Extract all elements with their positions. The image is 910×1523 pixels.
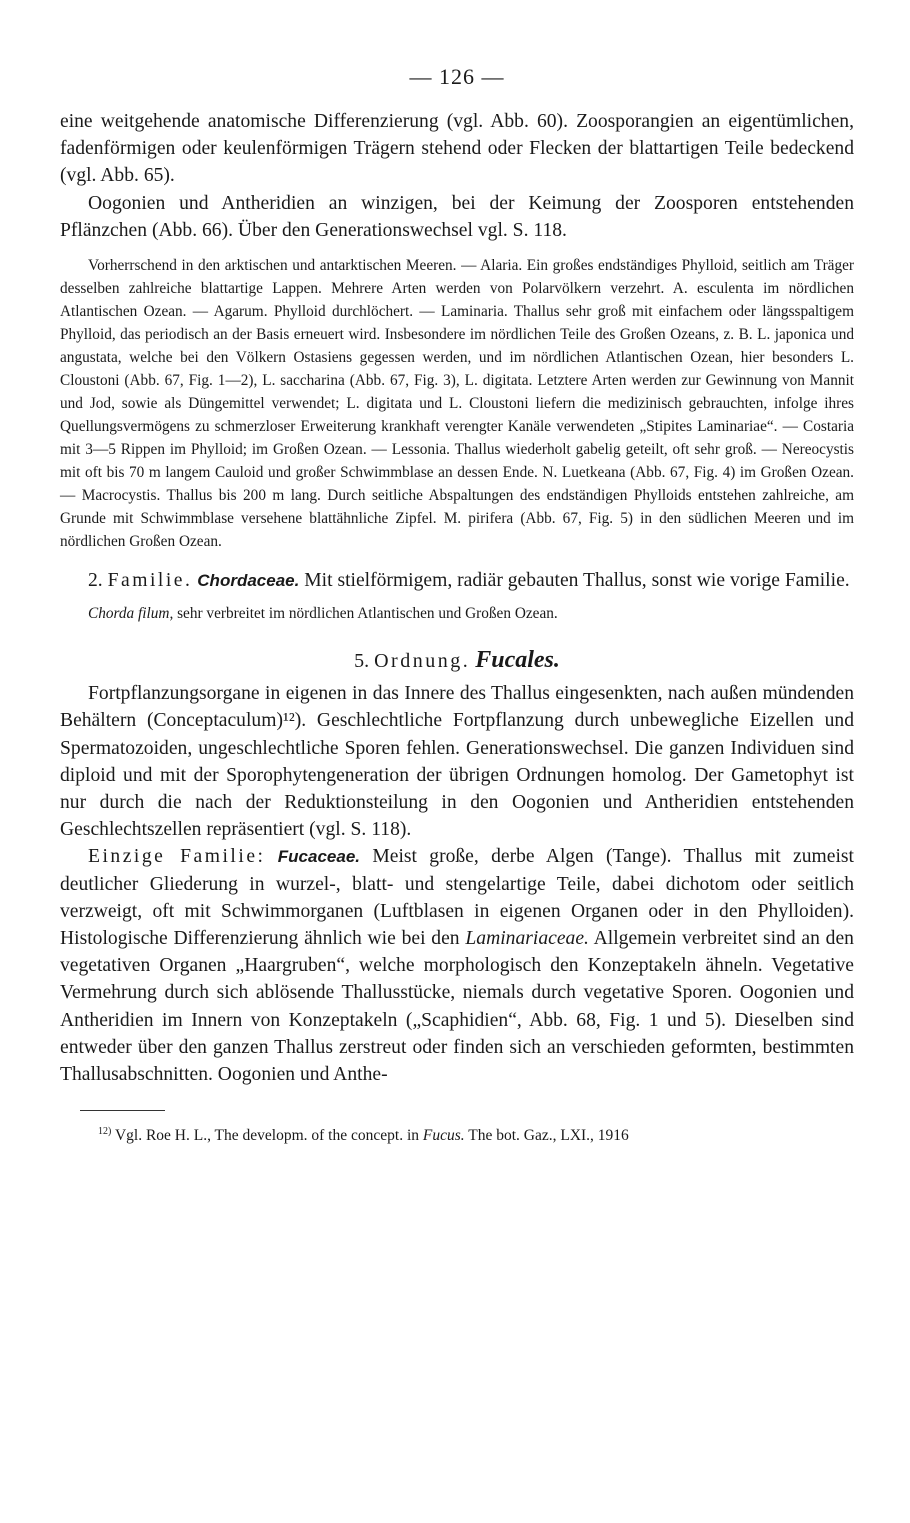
paragraph-4	[60, 843, 854, 1088]
family-number: 2.	[88, 570, 103, 592]
single-family-word: Einzige Familie:	[88, 846, 266, 868]
chorda-text: sehr verbreitet im nördlichen Atlantischen und Großen Ozean.	[177, 605, 558, 623]
heading-word: Ordnung.	[374, 650, 471, 673]
section-heading-fucales	[60, 647, 854, 674]
footnote-text-a: Vgl. Roe H. L., The developm. of the concept. in	[114, 1127, 419, 1145]
paragraph-3: Fortpflanzungsorgane in eigenen in das Innere des Thallus eingesenkten, nach außen mündenden Behältern (Conceptaculum)¹²). Geschlechtliche Fortpflanzung durch unbewegliche Eizellen und Spermatozoiden, ungeschlechtliche Sporen fehlen. Generationswechsel. Die ganzen Individuen sind diploid und mit der Sporophytengeneration der übrigen Ordnungen homolog. Der Gametophyt ist nur durch die nach der Reduktionsteilung in den Oogonien und Antheridien entstehenden Geschlechtszellen repräsentiert (vgl. S. 118).	[60, 683, 854, 841]
fucaceae-name: Fucaceae.	[277, 847, 361, 867]
small-print-laminariaceae: Vorherrschend in den arktischen und antarktischen Meeren. — Alaria. Ein großes endständiges Phylloid, seitlich am Träger desselben zahlreiche blattartige Lappen. Mehrere Arten werden von Polarvölkern verzehrt. A. esculenta im nördlichen Atlantischen Ozean. — Agarum. Phylloid durchlöchert. — Laminaria. Thallus sehr groß mit einfachem oder längsspaltigem Phylloid, das periodisch an der Basis erneuert wird. Insbesondere im nördlichen Teile des Großen Ozeans, z. B. L. japonica und angustata, welche bei den Völkern Ostasiens gegessen werden, und im nördlichen Atlantischen Ozean, hier besonders L. Cloustoni (Abb. 67, Fig. 1—2), L. saccharina (Abb. 67, Fig. 3), L. digitata. Letztere Arten werden zur Gewinnung von Mannit und Jod, sowie als Düngemittel verwendet; L. digitata und L. Cloustoni liefern die medizinisch gebrauchten, infolge ihres Quellungsvermögens zu schmerzloser Erweiterung krankhaft verengter Kanäle verwendeten „Stipites Laminariae“. — Costaria mit 3—5 Rippen im Phylloid; im Großen Ozean. — Lessonia. Thallus wiederholt gabelig geteilt, oft sehr groß. — Nereocystis mit oft bis 70 m langem Cauloid und großer Schwimmblase an dessen Ende. N. Luetkeana (Abb. 67, Fig. 4) im Großen Ozean. — Macrocystis. Thallus bis 200 m lang. Durch seitliche Abspaltungen des endständigen Phylloids entstehen zahlreiche, am Grunde mit Schwimmblase versehene blattähnliche Zipfel. M. pirifera (Abb. 67, Fig. 5) in den südlichen Meeren und im nördlichen Großen Ozean.	[60, 257, 854, 551]
family-name: Chordaceae.	[197, 571, 300, 591]
family-chordaceae	[60, 567, 854, 594]
family-word: Familie.	[107, 570, 193, 592]
paragraph-4-text-b: Allgemein verbreitet sind an den vegetativen Organen „Haargruben“, welche morphologisch den Konzeptakeln ähneln. Vegetative Vermehrung durch sich ablösende Thallusstücke, niemals durch vegetative Sporen. Oogonien und Antheridien im Innern von Konzeptakeln („Scaphidien“, Abb. 68, Fig. 1 und 5). Dieselben sind entweder über den ganzen Thallus zerstreut oder finden sich an verschieden geformten, bestimmten Thallusabschnitten. Oogonien und Anthe-	[60, 928, 854, 1086]
footnote-italic: Fucus.	[422, 1127, 465, 1145]
paragraph-1: eine weitgehende anatomische Differenzierung (vgl. Abb. 60). Zoosporangien an eigentümlichen, fadenförmigen oder keulenförmigen Trägern stehend oder Flecken der blattartigen Teile bedeckend (vgl. Abb. 65).	[60, 111, 854, 187]
footnote-rule	[80, 1110, 165, 1111]
small-print-chorda	[60, 602, 854, 625]
family-description: Mit stielförmigem, radiär gebauten Thallus, sonst wie vorige Familie.	[304, 570, 850, 592]
paragraph-4-text-a: Meist große, derbe Algen (Tange). Thallus mit zumeist deutlicher Gliederung in wurzel-, blatt- und stengelartige Teile, dabei dichotom oder seitlich verzweigt, oft mit Schwimmorganen (Luftblasen in eigenen Organen oder in den Phylloiden). Histologische Differenzierung ähnlich wie bei den	[60, 846, 854, 950]
footnote	[60, 1121, 854, 1147]
footnote-mark: 12)	[98, 1126, 112, 1138]
heading-name: Fucales.	[475, 647, 560, 674]
chorda-taxon: Chorda filum,	[88, 605, 174, 623]
page	[60, 64, 854, 1147]
paragraph-4-italic: Laminariaceae.	[465, 928, 589, 950]
footnote-text-b: The bot. Gaz., LXI., 1916	[468, 1127, 629, 1145]
paragraph-2: Oogonien und Antheridien an winzigen, bei der Keimung der Zoosporen entstehenden Pflänzchen (Abb. 66). Über den Generationswechsel vgl. S. 118.	[60, 192, 854, 241]
heading-number: 5.	[354, 650, 370, 673]
page-number: — 126 —	[409, 64, 505, 89]
